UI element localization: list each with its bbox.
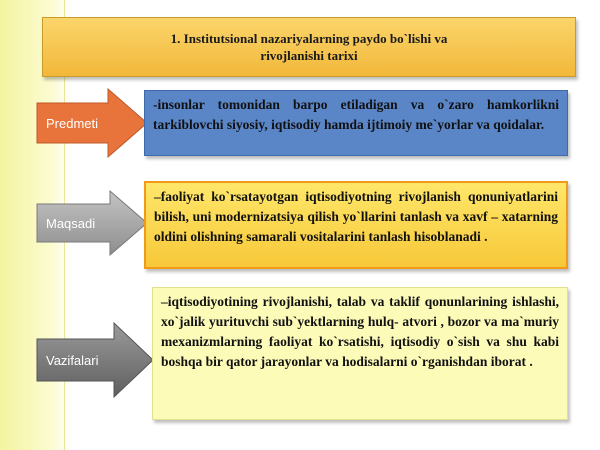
slide-title-line-1: 1. Institutsional nazariyalarning paydo bo`lishi va <box>170 31 448 46</box>
maqsadi-description-box <box>144 181 568 269</box>
vazifalari-label: Vazifalari <box>46 352 99 368</box>
vazifalari-description: –iqtisodiyotining rivojlanishi, talab va taklif qonunlarining ishlashi, xo`jalik yurituvchi sub`yektlarning hulq- atvori , bozor va ma`muriy mexanizmlarning faoliyat ko`rsatishi, iqtisodiy o`sish va shu kabi boshqa bir qator jarayonlar va hodisalarni o`rganishdan iborat . <box>161 294 559 369</box>
slide-title <box>42 17 576 77</box>
predmeti-description: -insonlar tomonidan barpo etiladigan va o`zaro hamkorlikni tarkiblovchi siyosiy, iqtisodiy hamda ijtimoiy me`yorlar va qoidalar. <box>153 97 559 132</box>
predmeti-label: Predmeti <box>46 115 99 131</box>
predmeti-arrow <box>36 88 148 158</box>
maqsadi-label: Maqsadi <box>46 215 96 231</box>
maqsadi-arrow <box>36 190 148 256</box>
slide-title-line-2: rivojlanishi tarixi <box>260 48 358 63</box>
maqsadi-description: –faoliyat ko`rsatayotgan iqtisodiyotning rivojlanish qonuniyatlarini bilish, uni modernizatsiya qilish yo`llarini tanlash va xavf – xatarning oldini olishning samarali vositalarini tanlash hisoblanadi . <box>154 189 558 244</box>
predmeti-description-box <box>144 90 568 156</box>
vazifalari-arrow <box>36 322 154 398</box>
vazifalari-description-box <box>152 287 568 420</box>
